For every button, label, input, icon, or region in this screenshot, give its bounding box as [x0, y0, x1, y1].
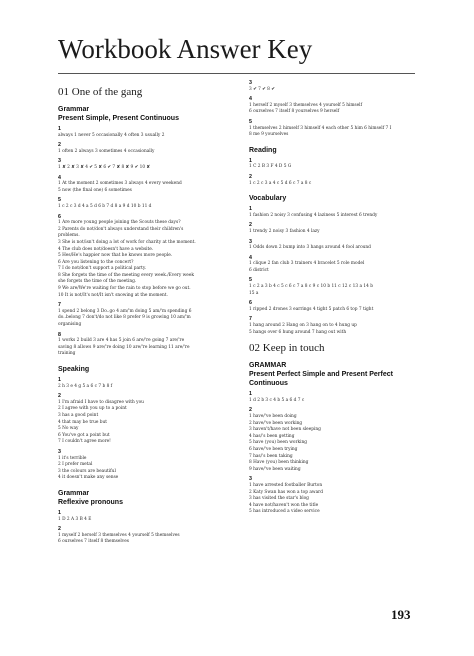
answer-line: 3 haven't/have not been sleeping [249, 427, 321, 433]
answer-line: 1 Odds down 2 bump into 3 hangs around 4 fool around [249, 245, 371, 251]
exercise-number: 2 [58, 393, 61, 400]
answer-line: 1 spend 2 belong 3 Do..go 4 am/'m doing 5 am/'m spending 6 [58, 308, 192, 314]
exercise-number: 1 [58, 509, 61, 516]
answer-line: 4 it doesn't make any sense [58, 475, 119, 481]
answer-line: 8 me 9 yourselves [249, 132, 289, 138]
heading-line: GRAMMAR [249, 362, 287, 370]
answer-line: 1 At the moment 2 sometimes 3 always 4 every weekend [58, 181, 182, 187]
answer-line: always 1 never 5 occasionally 4 often 3 usually 2 [58, 132, 165, 138]
exercise [249, 407, 429, 473]
exercise-number: 1 [58, 126, 61, 132]
section-heading [58, 489, 237, 507]
answer-line: 6 You've got a point but [58, 432, 110, 438]
answer-line: 2 Parents do not/don't always understand their children's [58, 226, 184, 232]
section-heading [249, 194, 429, 203]
answer-line: 1 often 2 always 3 sometimes 4 occasionally [58, 148, 155, 154]
answer-line: 1 c 2 c 3 a 4 c 5 d 6 c 7 a 8 c [249, 180, 312, 186]
exercise [58, 214, 237, 300]
exercise [249, 80, 429, 93]
answer-line: 1 it's terrible [58, 455, 87, 461]
exercise-number: 3 [58, 448, 61, 455]
answer-line: 6 have/'ve been trying [249, 446, 298, 452]
exercise [249, 206, 429, 219]
answer-line: 1 myself 2 herself 3 themselves 4 yourself 5 themselves [58, 532, 180, 538]
exercise-number: 4 [249, 96, 252, 103]
exercise-number: 2 [249, 222, 252, 229]
exercise [249, 174, 429, 187]
exercise-number: 1 [249, 391, 252, 398]
left-column [58, 80, 237, 549]
exercise [58, 158, 237, 171]
heading-line: Speaking [58, 366, 90, 373]
exercise [58, 393, 237, 446]
answer-line: 6 district [249, 267, 269, 273]
answer-line: 9 have/'ve been waiting [249, 466, 301, 472]
section-heading [58, 105, 237, 123]
exercise-number: 2 [249, 173, 252, 180]
title-divider [58, 73, 415, 74]
exercise [249, 158, 429, 171]
exercise-number: 1 [249, 206, 252, 213]
exercise-number: 7 [58, 302, 61, 309]
answer-line: 6 Are you listening to the concert? [58, 259, 134, 265]
exercise [58, 332, 237, 358]
exercise [58, 449, 237, 482]
heading-line: Present Perfect Simple and Present Perfect [249, 371, 393, 379]
unit-title: 01 One of the gang [58, 86, 143, 98]
answer-line: training [58, 351, 76, 357]
exercise [249, 391, 429, 404]
unit-title: 02 Keep in touch [249, 342, 325, 355]
answer-line: 2 I agree with you up to a point [58, 406, 127, 412]
section-heading [249, 361, 429, 388]
exercise-number: 2 [249, 407, 252, 414]
exercise [58, 175, 237, 195]
answer-line: 1 fashion 2 noisy 3 confusing 4 laziness 5 interest 6 trendy [249, 212, 378, 218]
answer-line: 1 have arrested footballer Burton [249, 482, 323, 488]
exercise [58, 510, 237, 523]
exercise-number: 5 [58, 197, 61, 204]
answer-line: 5 No way [58, 426, 79, 432]
answer-line: 3 ✔ 7 ✔ 8 ✔ [249, 86, 275, 92]
exercise [249, 300, 429, 313]
exercise-number: 3 [249, 238, 252, 245]
answer-line: 7 I couldn't agree more! [58, 439, 111, 445]
answer-line: 1 clique 2 fan club 3 trainers 4 bracelet 5 role model [249, 261, 365, 267]
heading-line: Grammar [58, 489, 90, 497]
answer-line: 1 D 2 A 3 B 4 E [58, 516, 92, 522]
section-heading [58, 365, 237, 374]
exercise [58, 302, 237, 328]
exercise [249, 119, 429, 139]
answer-line: 7 has/'s been taking [249, 453, 293, 459]
page-title: Workbook Answer Key [58, 34, 313, 64]
answer-line: 2 h 3 e 4 g 5 a 6 c 7 b 8 f [58, 383, 113, 389]
answer-line: 1 ripped 2 drones 3 earrings 4 tight 5 patch 6 top 7 tight [249, 306, 374, 312]
heading-line: Present Simple, Present Continuous [58, 115, 179, 122]
exercise [58, 126, 237, 139]
exercise [249, 255, 429, 275]
answer-line: 5 have (you) been working [249, 440, 308, 446]
answer-line: 1 I'm afraid I have to disagree with you [58, 399, 144, 405]
answer-line: 1 d 2 b 3 c 4 b 5 a 6 d 7 c [249, 397, 305, 403]
answer-line: 4 has/'s been getting [249, 433, 295, 439]
answer-line: 1 trendy 2 noisy 3 fashion 4 lazy [249, 228, 320, 234]
answer-line: organising [58, 322, 82, 328]
section-heading [249, 146, 429, 155]
exercise [58, 142, 237, 155]
answer-line: 1 c 2 a 3 b 4 c 5 c 6 c 7 a 8 c 9 c 10 b 11 c 12 c 13 a 14 b [249, 284, 374, 290]
exercise [249, 316, 429, 336]
answer-line: 15 a [249, 290, 259, 296]
exercise-number: 5 [249, 277, 252, 284]
exercise [58, 526, 237, 546]
exercise-number: 3 [58, 158, 61, 165]
exercise-number: 2 [58, 526, 61, 533]
exercise [249, 222, 429, 235]
answer-line: 1 themselves 2 himself 3 himself 4 each other 5 him 6 himself 7 I [249, 125, 392, 131]
answer-line: 8 Have (you) been thinking [249, 460, 309, 466]
right-column [249, 80, 429, 519]
answer-line: 10 It is not/It's not/It isn't snowing at the moment. [58, 292, 168, 298]
exercise [249, 277, 429, 297]
exercise [249, 239, 429, 252]
answer-line: do..belong 7 don't/do not like 8 prefer 9 is growing 10 am/'m [58, 315, 191, 321]
answer-line: 3 has visited the star's blog [249, 496, 309, 502]
answer-line: 1 hang around 2 Hang on 3 hang on to 4 hung up [249, 323, 357, 329]
answer-line: problems. [58, 233, 80, 239]
exercise-number: 1 [58, 377, 61, 383]
answer-line: 1 works 2 build 3 are 4 has 5 join 6 are/'re going 7 are/'re [58, 338, 185, 344]
exercise-number: 6 [249, 300, 252, 307]
exercise [58, 377, 237, 390]
answer-line: she forgets the time of the meeting. [58, 279, 137, 285]
answer-line: 4 have not/haven't won the title [249, 502, 319, 508]
answer-line: 5 now (the final one) 6 sometimes [58, 187, 132, 193]
heading-line: Reflexive pronouns [58, 498, 123, 506]
answer-line: 6 ourselves 7 itself 8 yourselves 9 herself [249, 109, 340, 115]
answer-line: 3 the colours are beautiful [58, 468, 116, 474]
exercise-number: 2 [58, 142, 61, 149]
heading-line: Vocabulary [249, 195, 287, 203]
answer-line: 5 Hes/He's happier now that he knows more people. [58, 253, 173, 259]
heading-line: Reading [249, 146, 277, 154]
exercise-number: 7 [249, 316, 252, 323]
exercise [249, 476, 429, 516]
answer-line: 5 hangs over 6 hung around 7 hang out with [249, 329, 347, 335]
exercise [249, 96, 429, 116]
exercise-number: 8 [58, 331, 61, 338]
exercise-number: 3 [249, 476, 252, 483]
exercise-number: 3 [249, 80, 252, 86]
answer-line: 1 Are more young people joining the Scouts these days? [58, 220, 181, 226]
answer-line: 3 has a good point [58, 412, 99, 418]
exercise-number: 4 [249, 254, 252, 261]
page-number: 193 [391, 607, 411, 622]
answer-line: 4 The club does not/doesn't have a website. [58, 246, 154, 252]
answer-line: 8 She forgets the time of the meeting every week./Every week [58, 272, 194, 278]
answer-line: 6 ourselves 7 itself 8 themselves [58, 539, 129, 545]
heading-line: Continuous [249, 380, 288, 388]
answer-line: 1 c 2 c 3 d 4 a 5 d 6 b 7 d 8 a 9 d 10 b 11 d [58, 203, 152, 209]
answer-line: 2 Katy Swan has won a top award [249, 489, 323, 495]
exercise [58, 197, 237, 210]
answer-line: 9 We are/We're waiting for the rain to stop before we go out. [58, 286, 191, 292]
answer-line: 2 have/'ve been working [249, 420, 303, 426]
answer-line: 3 She is not/isn't doing a lot of work for charity at the moment. [58, 239, 196, 245]
exercise-number: 5 [249, 118, 252, 125]
answer-line: saving 8 allows 9 are/'re doing 10 are/'re learning 11 are/'re [58, 344, 190, 350]
answer-line: 1 herself 2 myself 3 themselves 4 yourself 5 himself [249, 102, 363, 108]
heading-line: Grammar [58, 106, 90, 113]
answer-line: 1 have/'ve been doing [249, 414, 297, 419]
answer-line: 5 has introduced a video service [249, 509, 320, 515]
answer-line: 2 I prefer metal [58, 462, 93, 468]
answer-line: 7 I do not/don't support a political party. [58, 266, 147, 272]
exercise-number: 6 [58, 213, 61, 220]
answer-line: 1 ✘ 2 ✘ 3 ✘ 4 ✔ 5 ✘ 6 ✔ 7 ✘ 8 ✘ 9 ✔ 10 ✘ [58, 164, 151, 170]
exercise-number: 4 [58, 174, 61, 181]
answer-line: 1 C 2 B 3 F 4 D 5 G [249, 164, 292, 170]
answer-line: 4 that may be true but [58, 419, 108, 425]
exercise-number: 1 [249, 157, 252, 164]
